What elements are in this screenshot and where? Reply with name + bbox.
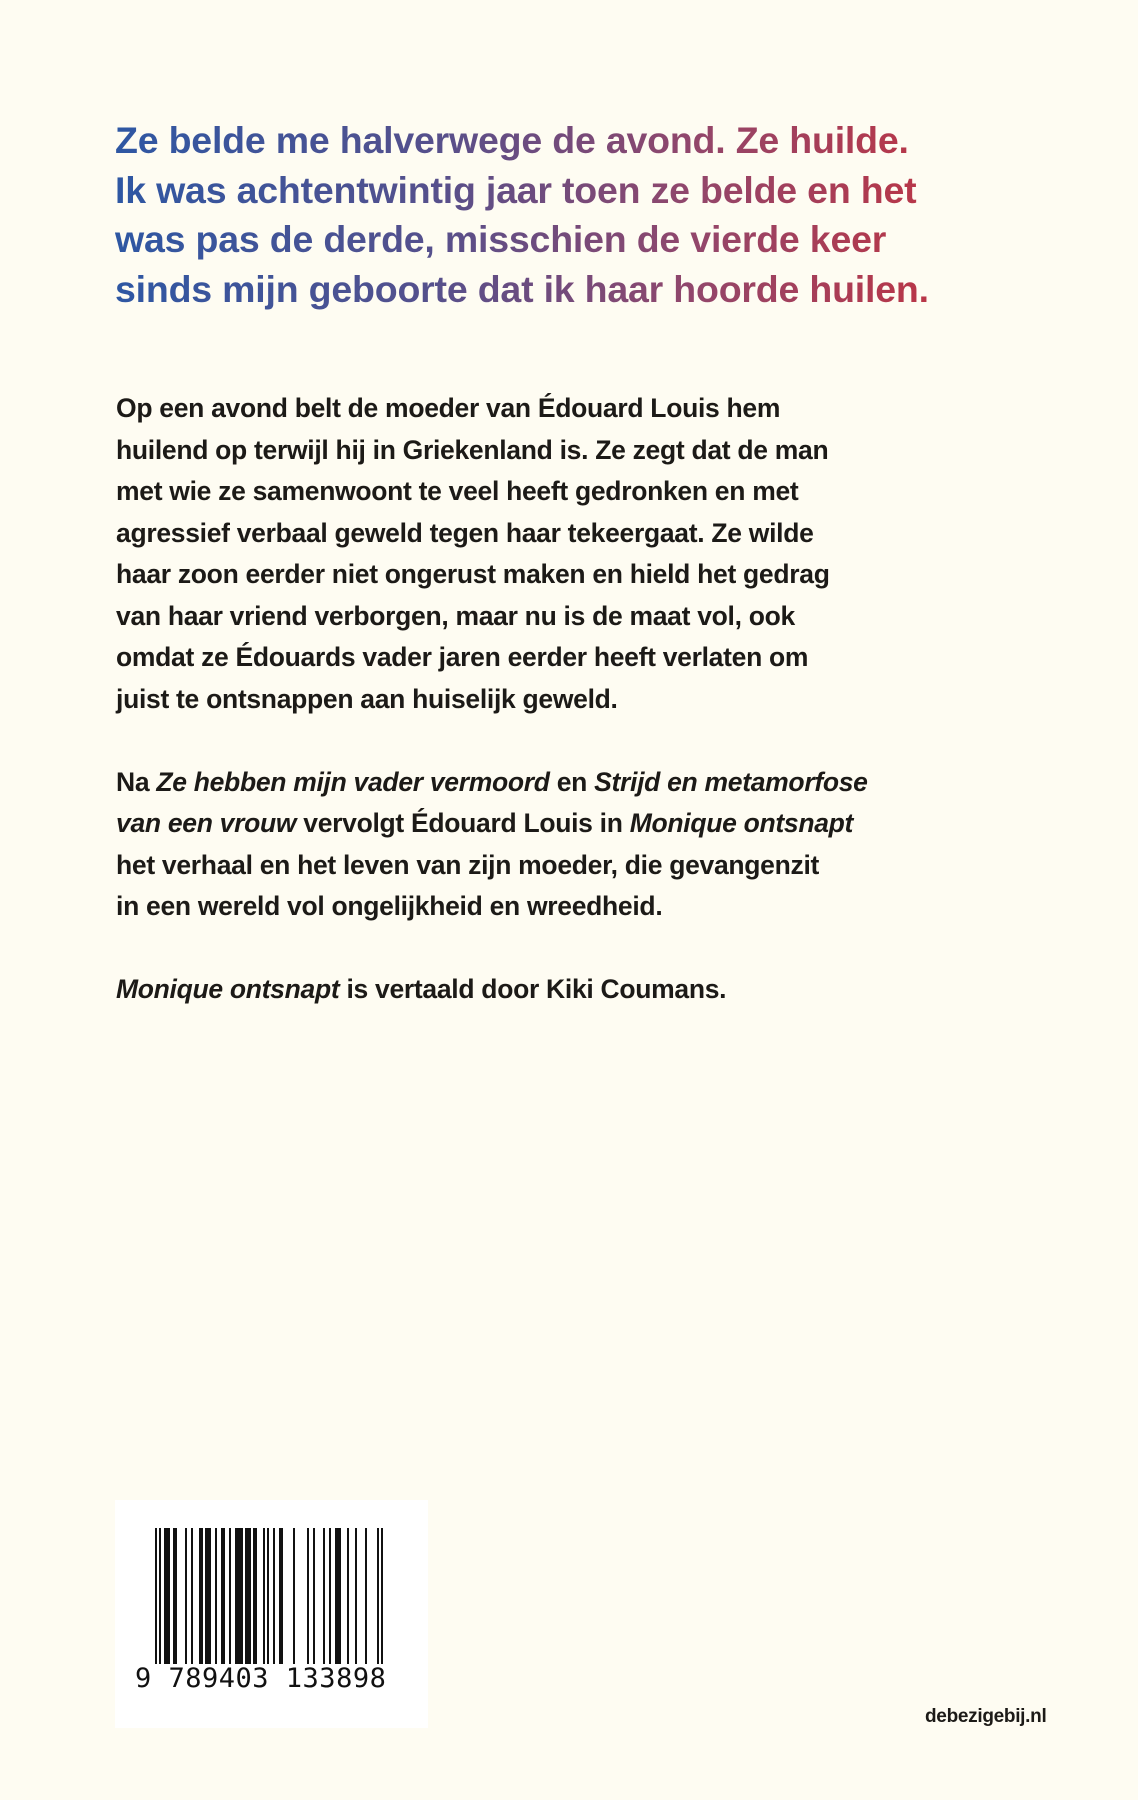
text-line [116,969,1016,1011]
text-line: in een wereld vol ongelijkheid en wreedheid. [116,891,663,921]
quote-line: was pas de derde, misschien de vierde keer [115,218,887,260]
book-title: Monique ontsnapt [116,974,340,1004]
pull-quote [115,116,1015,314]
text-line: met wie ze samenwoont te veel heeft gedronken en met [116,476,799,506]
text: is vertaald door Kiki Coumans. [339,974,727,1004]
text-line [116,762,1016,804]
isbn-number: 9 789403 133898 [135,1663,387,1694]
text-line: juist te ontsnappen aan huiselijk geweld. [116,683,618,714]
quote-line: Ik was achtentwintig jaar toen ze belde en het [115,168,917,211]
text: en [549,766,595,797]
book-title: van een vrouw [116,808,297,838]
text: vervolgt Édouard Louis in [296,808,630,838]
blurb-paragraph-summary [116,388,1016,720]
barcode [115,1500,428,1728]
blurb [116,388,1016,1052]
book-title: Strijd en metamorfose [594,766,868,797]
text-line: haar zoon eerder niet ongerust maken en hield het gedrag [116,559,830,589]
text-line: het verhaal en het leven van zijn moeder, die gevangenzit [116,849,820,880]
text-line: omdat ze Édouards vader jaren eerder heeft verlaten om [116,642,809,672]
book-title: Monique ontsnapt [629,808,854,838]
translator-credit [116,969,1016,1011]
book-title: Ze hebben mijn vader vermoord [156,766,550,797]
blurb-paragraph-context [116,762,1016,928]
text-line [116,803,1016,845]
quote-line: Ze belde me halverwege de avond. Ze huilde. [115,119,909,161]
publisher-url[interactable]: debezigebij.nl [925,1706,1047,1727]
text-line: huilend op terwijl hij in Griekenland is. Ze zegt dat de man [116,434,829,465]
text: Na [116,766,157,797]
text-line: van haar vriend verborgen, maar nu is de maat vol, ook [116,600,795,631]
text-line: agressief verbaal geweld tegen haar tekeergaat. Ze wilde [116,517,814,548]
quote-line: sinds mijn geboorte dat ik haar hoorde huilen. [115,267,929,310]
text-line: Op een avond belt de moeder van Édouard Louis hem [116,393,781,423]
